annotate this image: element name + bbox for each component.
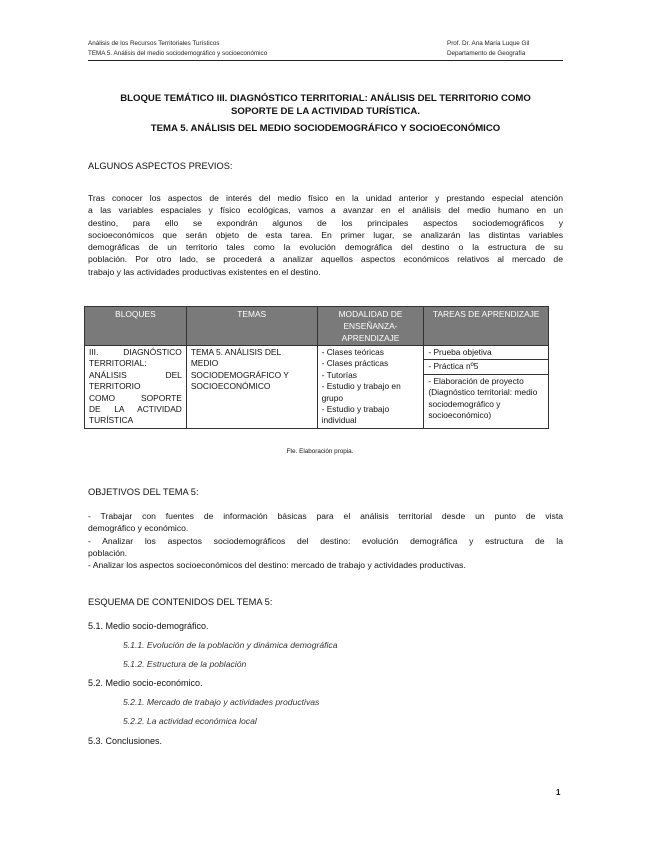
cell-line: SOCIOECONÓMICO	[190, 381, 271, 392]
cell-line: TEMA 5. ANÁLISIS DEL	[190, 347, 282, 357]
course-table	[84, 306, 549, 429]
toc-section-5-2-2: 5.2.2. La actividad económica local	[123, 716, 257, 726]
cell-line: SOCIODEMOGRÁFICO Y	[190, 369, 289, 380]
objetivo-line: - Analizar los aspectos sociodemográficos del destino: evolución demográfica y estructura de la	[88, 535, 563, 546]
paragraph-line: población. Por otro lado, se procederá a analizar aquellos aspectos económicos relativos al mercado de	[88, 254, 563, 265]
page-number: 1	[556, 788, 561, 797]
cell-line: III. DIAGNÓSTICO	[89, 347, 182, 357]
paragraph-line: Tras conocer los aspectos de interés del medio físico en la unidad anterior y prestando especial atención	[88, 193, 563, 203]
tarea-item: - Elaboración de proyecto (Diagnóstico territorial: medio sociodemográfico y socioeconómico)	[428, 375, 538, 421]
paragraph-line: trabajo y las actividades productivas existentes en el destino.	[88, 266, 321, 277]
toc-section-5-3: 5.3. Conclusiones.	[88, 736, 163, 746]
block-title	[88, 92, 563, 118]
cell-line: MEDIO	[190, 358, 219, 369]
toc-section-5-1-1: 5.1.1. Evolución de la población y dinámica demográfica	[123, 640, 338, 650]
modalidad-item: - Estudio y trabajo en grupo	[321, 381, 401, 403]
esquema-heading: ESQUEMA DE CONTENIDOS DEL TEMA 5:	[88, 597, 273, 607]
modalidad-item: - Tutorías	[321, 369, 357, 380]
objetivos-list	[88, 510, 563, 571]
running-header-left	[88, 39, 267, 58]
table-header-row	[85, 307, 549, 346]
header-department: Departamento de Geografía	[447, 49, 526, 57]
cell-tema	[186, 346, 317, 429]
cell-line: TURÍSTICA	[89, 415, 134, 426]
previos-heading: ALGUNOS ASPECTOS PREVIOS:	[88, 161, 233, 171]
th-tareas: TAREAS DE APRENDIZAJE	[424, 307, 549, 346]
block-title-line: BLOQUE TEMÁTICO III. DIAGNÓSTICO TERRITORIAL: ANÁLISIS DEL TERRITORIO COMO	[120, 93, 531, 104]
th-modalidad: MODALIDAD DE ENSEÑANZA-APRENDIZAJE	[317, 307, 424, 346]
objetivo-line: - Trabajar con fuentes de información básicas para el análisis territorial desde un punto de vista	[88, 511, 563, 521]
toc-section-5-1-2: 5.1.2. Estructura de la población	[123, 659, 247, 669]
header-topic: TEMA 5. Análisis del medio sociodemográfico y socioeconómico	[88, 49, 268, 57]
tarea-item: - Prueba objetiva	[424, 346, 548, 360]
cell-line: COMO SOPORTE	[89, 392, 182, 403]
objetivo-line: demográfico y económico.	[88, 523, 189, 534]
th-temas: TEMAS	[186, 307, 317, 346]
paragraph-line: demográficas de un territorio tales como la evolución demográfica del destino o la estructura de su	[88, 242, 563, 253]
toc-section-5-2-1: 5.2.1. Mercado de trabajo y actividades productivas	[123, 697, 320, 707]
table-caption: Fte. Elaboración propia.	[286, 448, 354, 455]
objetivo-line: población.	[88, 547, 128, 558]
previos-paragraph	[88, 192, 563, 278]
paragraph-line: socioeconómicos que serán objeto de esta tarea. En primer lugar, se analizarán las distintas variables	[88, 229, 563, 240]
modalidad-item: - Estudio y trabajo individual	[321, 404, 390, 426]
table-row	[85, 346, 549, 429]
modalidad-item: - Clases prácticas	[321, 358, 389, 369]
cell-bloque	[85, 346, 187, 429]
th-bloques: BLOQUES	[85, 307, 187, 346]
modalidad-item: - Clases teóricas	[321, 347, 384, 357]
cell-line: TERRITORIO	[89, 381, 141, 392]
header-author: Prof. Dr. Ana María Luque Gil	[447, 40, 530, 47]
cell-line: ANÁLISIS DEL	[89, 369, 182, 380]
tarea-item: - Práctica nº5	[424, 360, 548, 374]
paragraph-line: a las variables espaciales y físico ecológicas, vamos a avanzar en el análisis del medio humano en un	[88, 205, 563, 216]
cell-tareas	[424, 346, 549, 429]
block-title-line: SOPORTE DE LA ACTIVIDAD TURÍSTICA.	[230, 106, 421, 117]
cell-modalidad	[317, 346, 424, 429]
tema-title: TEMA 5. ANÁLISIS DEL MEDIO SOCIODEMOGRÁFICO Y SOCIOECONÓMICO	[150, 123, 501, 134]
objetivo-line: - Analizar los aspectos socioeconómicos del destino: mercado de trabajo y actividades productivas.	[88, 560, 466, 571]
toc-section-5-2: 5.2. Medio socio-económico.	[88, 678, 203, 688]
running-header-right	[447, 39, 529, 58]
paragraph-line: destino, para ello se expondrán algunos de los principales aspectos sociodemográficos y	[88, 217, 563, 228]
toc-section-5-1: 5.1. Medio socio-demográfico.	[88, 621, 209, 631]
cell-line: TERRITORIAL:	[89, 358, 147, 369]
cell-line: DE LA ACTIVIDAD	[89, 404, 182, 415]
header-course: Análisis de los Recursos Territoriales Turísticos	[88, 40, 220, 47]
header-rule	[88, 60, 563, 61]
objetivos-heading: OBJETIVOS DEL TEMA 5:	[88, 487, 199, 497]
